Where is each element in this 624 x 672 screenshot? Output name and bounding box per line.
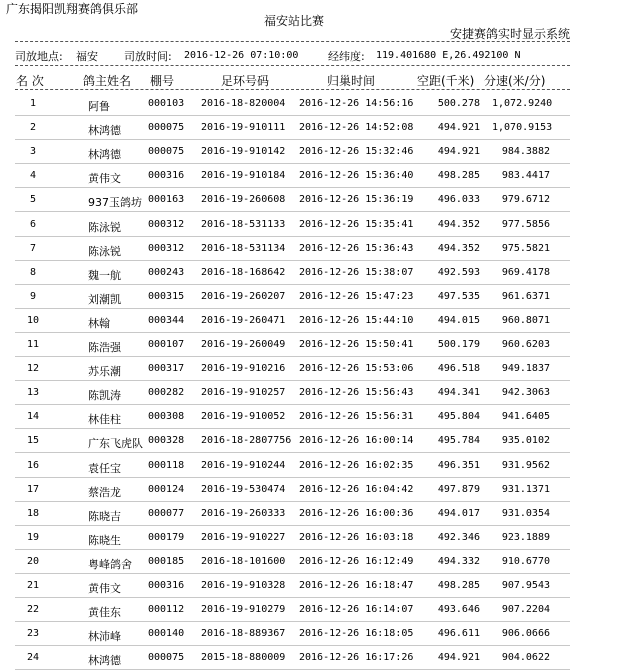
table-row [0, 624, 624, 648]
speed-cell: 960.6203 [501, 339, 550, 350]
distance-cell: 498.285 [437, 580, 480, 591]
speed-cell: 941.6405 [501, 411, 550, 423]
distance-cell: 494.921 [437, 652, 480, 664]
row-divider [15, 332, 570, 333]
rank-cell: 3 [29, 146, 37, 158]
loft-number-cell: 000328 [148, 435, 185, 447]
owner-name-cell: 广东飞虎队 [88, 437, 143, 451]
release-time-label: 司放时间: [124, 50, 172, 63]
loft-number-cell: 000077 [148, 507, 185, 519]
owner-name-cell: 937玉鸽坊 [88, 196, 142, 210]
ring-number-cell: 2016-19-910257 [201, 387, 286, 399]
rank-cell: 22 [26, 604, 40, 616]
ring-number-cell: 2016-19-910328 [201, 580, 286, 591]
speed-cell: 975.5821 [501, 242, 550, 254]
loft-number-cell: 000316 [148, 580, 185, 591]
row-divider [15, 187, 570, 188]
row-divider [15, 404, 570, 405]
table-row [0, 552, 624, 576]
distance-cell: 493.646 [437, 604, 480, 616]
loft-number-cell: 000103 [148, 98, 185, 109]
rank-cell: 16 [26, 459, 40, 471]
row-divider [15, 501, 570, 502]
arrival-time-cell: 2016-12-26 16:00:14 [299, 435, 414, 447]
loft-number-cell: 000112 [148, 604, 185, 616]
loft-number-cell: 000179 [148, 531, 185, 543]
distance-cell: 495.804 [437, 411, 480, 423]
rank-cell: 24 [26, 652, 40, 664]
col-name: 鸽主姓名 [83, 74, 132, 88]
owner-name-cell: 林鸿德 [88, 654, 121, 668]
distance-cell: 495.784 [437, 435, 480, 447]
speed-cell: 931.0354 [501, 507, 550, 519]
table-row [0, 600, 624, 624]
row-divider [15, 597, 570, 598]
arrival-time-cell: 2016-12-26 15:50:41 [299, 339, 414, 350]
release-place: 福安 [76, 50, 98, 63]
distance-cell: 497.879 [437, 483, 480, 495]
speed-cell: 949.1837 [501, 363, 550, 375]
loft-number-cell: 000118 [148, 459, 185, 471]
rank-cell: 10 [26, 314, 40, 326]
release-place-label: 司放地点: [15, 50, 63, 63]
speed-cell: 961.6371 [501, 290, 550, 302]
table-row [0, 190, 624, 214]
ring-number-cell: 2016-19-910052 [201, 411, 286, 423]
arrival-time-cell: 2016-12-26 15:56:43 [299, 387, 414, 399]
rank-cell: 8 [29, 266, 37, 278]
table-row [0, 215, 624, 239]
table-row [0, 504, 624, 528]
distance-cell: 496.518 [437, 363, 480, 375]
rank-cell: 12 [26, 363, 40, 375]
owner-name-cell: 林佳柱 [88, 413, 121, 427]
owner-name-cell: 苏乐潮 [88, 365, 121, 379]
speed-cell: 923.1889 [501, 531, 550, 543]
row-divider [15, 621, 570, 622]
row-divider [15, 236, 570, 237]
speed-cell: 984.3882 [501, 146, 550, 158]
distance-cell: 497.535 [437, 290, 480, 302]
row-divider [15, 428, 570, 429]
rank-cell: 13 [26, 387, 40, 399]
table-row [0, 648, 624, 672]
owner-name-cell: 陈凯涛 [88, 389, 121, 403]
col-rank: 名 次 [16, 74, 44, 88]
speed-cell: 1,072.9240 [492, 98, 553, 109]
loft-number-cell: 000312 [148, 242, 185, 254]
ring-number-cell: 2016-19-910111 [201, 122, 286, 134]
ring-number-cell: 2016-19-910184 [201, 170, 286, 182]
arrival-time-cell: 2016-12-26 16:12:49 [299, 555, 414, 567]
arrival-time-cell: 2016-12-26 16:18:47 [299, 580, 414, 591]
row-divider [15, 573, 570, 574]
rank-cell: 5 [29, 194, 37, 206]
table-row [0, 166, 624, 190]
arrival-time-cell: 2016-12-26 15:32:46 [299, 146, 414, 158]
distance-cell: 494.332 [437, 555, 480, 567]
owner-name-cell: 刘潮凯 [88, 292, 121, 306]
distance-cell: 494.352 [437, 242, 480, 254]
owner-name-cell: 林鸿德 [88, 124, 121, 138]
row-divider [15, 284, 570, 285]
arrival-time-cell: 2016-12-26 15:44:10 [299, 314, 414, 326]
speed-cell: 1,070.9153 [492, 122, 553, 134]
row-divider [15, 525, 570, 526]
distance-cell: 496.611 [437, 628, 480, 640]
arrival-time-cell: 2016-12-26 15:47:23 [299, 290, 414, 302]
rank-cell: 20 [26, 555, 40, 567]
loft-number-cell: 000344 [148, 314, 185, 326]
speed-cell: 977.5856 [501, 218, 550, 230]
row-divider [15, 356, 570, 357]
table-row [0, 335, 624, 359]
ring-number-cell: 2016-19-910227 [201, 531, 286, 543]
speed-cell: 931.9562 [501, 459, 550, 471]
distance-cell: 494.017 [437, 507, 480, 519]
row-divider [15, 115, 570, 116]
arrival-time-cell: 2016-12-26 14:52:08 [299, 122, 414, 134]
ring-number-cell: 2016-19-530474 [201, 483, 286, 495]
arrival-time-cell: 2016-12-26 16:03:18 [299, 531, 414, 543]
ring-number-cell: 2016-19-910279 [201, 604, 286, 616]
rank-cell: 15 [26, 435, 40, 447]
table-row [0, 359, 624, 383]
owner-name-cell: 陈浩强 [88, 341, 121, 354]
arrival-time-cell: 2016-12-26 15:36:40 [299, 170, 414, 182]
owner-name-cell: 林鸿德 [88, 148, 121, 162]
owner-name-cell: 黄佳东 [88, 606, 121, 620]
rank-cell: 17 [26, 483, 40, 495]
table-row [0, 576, 624, 600]
row-divider [15, 308, 570, 309]
table-row [0, 383, 624, 407]
row-divider [15, 211, 570, 212]
speed-cell: 907.2204 [501, 604, 550, 616]
speed-cell: 969.4178 [501, 266, 550, 278]
distance-cell: 496.033 [437, 194, 480, 206]
loft-number-cell: 000124 [148, 483, 185, 495]
speed-cell: 960.8071 [501, 314, 550, 326]
col-code: 足环号码 [221, 74, 270, 88]
col-speed: 分速(米/分) [484, 74, 546, 88]
speed-cell: 942.3063 [501, 387, 550, 399]
loft-number-cell: 000243 [148, 266, 185, 278]
loft-number-cell: 000185 [148, 555, 185, 567]
owner-name-cell: 袁任宝 [88, 461, 121, 475]
table-row [0, 94, 624, 118]
loft-number-cell: 000163 [148, 194, 185, 206]
distance-cell: 492.593 [437, 266, 480, 278]
arrival-time-cell: 2016-12-26 15:38:07 [299, 266, 414, 278]
row-divider [15, 669, 570, 670]
owner-name-cell: 林沛峰 [88, 630, 121, 644]
ring-number-cell: 2016-18-101600 [201, 555, 286, 567]
rank-cell: 11 [26, 339, 40, 350]
release-time: 2016-12-26 07:10:00 [184, 50, 299, 61]
distance-cell: 498.285 [437, 170, 480, 182]
arrival-time-cell: 2016-12-26 16:14:07 [299, 604, 414, 616]
coords-label: 经纬度: [328, 50, 365, 63]
distance-cell: 500.179 [437, 339, 480, 350]
arrival-time-cell: 2016-12-26 16:00:36 [299, 507, 414, 519]
table-row [0, 431, 624, 455]
ring-number-cell: 2015-18-880009 [201, 652, 286, 664]
owner-name-cell: 黄伟文 [88, 582, 121, 595]
rank-cell: 23 [26, 628, 40, 640]
rank-cell: 6 [29, 218, 37, 230]
distance-cell: 494.921 [437, 122, 480, 134]
arrival-time-cell: 2016-12-26 16:04:42 [299, 483, 414, 495]
club-name: 广东揭阳凯翔赛鸽俱乐部 [6, 2, 139, 16]
distance-cell: 494.921 [437, 146, 480, 158]
table-row [0, 287, 624, 311]
distance-cell: 494.341 [437, 387, 480, 399]
loft-number-cell: 000075 [148, 122, 185, 134]
owner-name-cell: 林翰 [88, 316, 110, 330]
distance-cell: 496.351 [437, 459, 480, 471]
table-row [0, 142, 624, 166]
owner-name-cell: 陈晓生 [88, 533, 121, 547]
speed-cell: 931.1371 [501, 483, 550, 495]
table-row [0, 480, 624, 504]
loft-number-cell: 000308 [148, 411, 185, 423]
row-divider [15, 260, 570, 261]
distance-cell: 494.015 [437, 314, 480, 326]
table-row [0, 456, 624, 480]
col-arrival: 归巢时间 [327, 74, 376, 88]
loft-number-cell: 000316 [148, 170, 185, 182]
col-ring: 棚号 [150, 74, 175, 88]
owner-name-cell: 黄伟文 [88, 172, 121, 186]
system-name: 安捷赛鸽实时显示系统 [450, 27, 571, 41]
owner-name-cell: 陈泳锐 [88, 244, 121, 258]
loft-number-cell: 000075 [148, 146, 185, 158]
ring-number-cell: 2016-19-910142 [201, 146, 286, 158]
ring-number-cell: 2016-19-260471 [201, 314, 286, 326]
ring-number-cell: 2016-19-260049 [201, 339, 286, 350]
speed-cell: 907.9543 [501, 580, 550, 591]
arrival-time-cell: 2016-12-26 16:02:35 [299, 459, 414, 471]
row-divider [15, 380, 570, 381]
loft-number-cell: 000317 [148, 363, 185, 375]
ring-number-cell: 2016-19-260608 [201, 194, 286, 206]
ring-number-cell: 2016-18-531133 [201, 218, 286, 230]
ring-number-cell: 2016-18-531134 [201, 242, 286, 254]
owner-name-cell: 阿鲁 [88, 100, 110, 113]
row-divider [15, 477, 570, 478]
rank-cell: 2 [29, 122, 37, 134]
speed-cell: 935.0102 [501, 435, 550, 447]
table-row [0, 239, 624, 263]
distance-cell: 492.346 [437, 531, 480, 543]
owner-name-cell: 魏一航 [88, 268, 121, 282]
rank-cell: 19 [26, 531, 40, 543]
col-distance: 空距(千米) [417, 74, 475, 88]
loft-number-cell: 000312 [148, 218, 185, 230]
arrival-time-cell: 2016-12-26 16:18:05 [299, 628, 414, 640]
row-divider [15, 549, 570, 550]
table-row [0, 118, 624, 142]
loft-number-cell: 000282 [148, 387, 185, 399]
table-row [0, 311, 624, 335]
table-row [0, 263, 624, 287]
speed-cell: 979.6712 [501, 194, 550, 206]
table-row [0, 407, 624, 431]
arrival-time-cell: 2016-12-26 15:53:06 [299, 363, 414, 375]
ring-number-cell: 2016-19-910216 [201, 363, 286, 375]
row-divider [15, 139, 570, 140]
coords-value: 119.401680 E,26.492100 N [376, 50, 521, 61]
distance-cell: 500.278 [437, 98, 480, 109]
ring-number-cell: 2016-18-168642 [201, 266, 286, 278]
rank-cell: 7 [29, 242, 37, 254]
row-divider [15, 645, 570, 646]
table-row [0, 528, 624, 552]
owner-name-cell: 粤峰鸽舍 [88, 557, 132, 571]
owner-name-cell: 陈晓吉 [88, 509, 121, 523]
arrival-time-cell: 2016-12-26 15:36:43 [299, 242, 414, 254]
owner-name-cell: 蔡浩龙 [88, 485, 121, 499]
rank-cell: 18 [26, 507, 40, 519]
rank-cell: 14 [26, 411, 40, 423]
ring-number-cell: 2016-18-2807756 [201, 435, 292, 447]
arrival-time-cell: 2016-12-26 16:17:26 [299, 652, 414, 664]
ring-number-cell: 2016-19-910244 [201, 459, 286, 471]
loft-number-cell: 000075 [148, 652, 185, 664]
rank-cell: 9 [29, 290, 37, 302]
ring-number-cell: 2016-18-820004 [201, 98, 286, 109]
speed-cell: 904.0622 [501, 652, 550, 664]
ring-number-cell: 2016-18-889367 [201, 628, 286, 640]
loft-number-cell: 000315 [148, 290, 185, 302]
speed-cell: 910.6770 [501, 555, 550, 567]
arrival-time-cell: 2016-12-26 15:56:31 [299, 411, 414, 423]
owner-name-cell: 陈泳锐 [88, 220, 121, 234]
arrival-time-cell: 2016-12-26 15:35:41 [299, 218, 414, 230]
distance-cell: 494.352 [437, 218, 480, 230]
rank-cell: 4 [29, 170, 37, 182]
row-divider [15, 163, 570, 164]
rank-cell: 1 [29, 98, 37, 109]
ring-number-cell: 2016-19-260333 [201, 507, 286, 519]
arrival-time-cell: 2016-12-26 14:56:16 [299, 98, 414, 109]
race-title: 福安站比赛 [264, 14, 325, 28]
speed-cell: 983.4417 [501, 170, 550, 182]
rank-cell: 21 [26, 580, 40, 591]
ring-number-cell: 2016-19-260207 [201, 290, 286, 302]
loft-number-cell: 000107 [148, 339, 185, 350]
loft-number-cell: 000140 [148, 628, 185, 640]
speed-cell: 906.0666 [501, 628, 550, 640]
arrival-time-cell: 2016-12-26 15:36:19 [299, 194, 414, 206]
row-divider [15, 452, 570, 453]
